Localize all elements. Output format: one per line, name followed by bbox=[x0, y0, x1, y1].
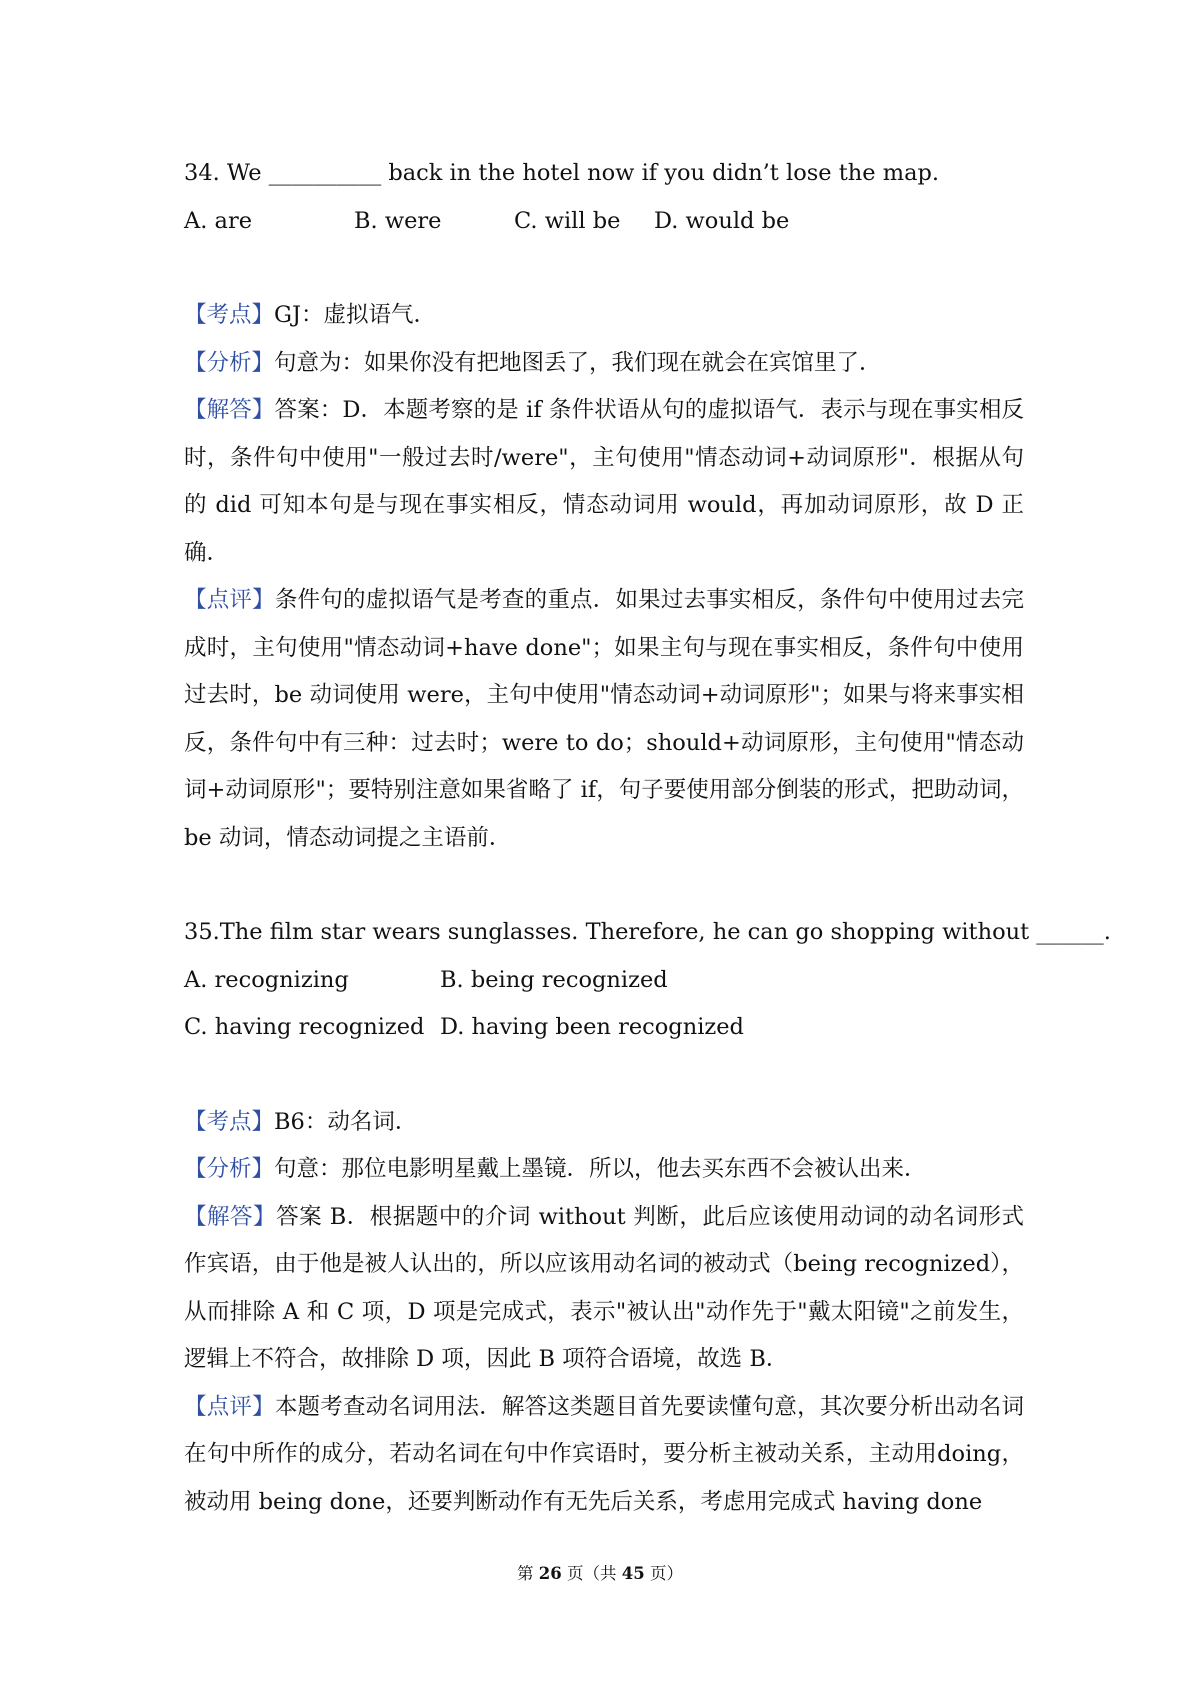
options-35-row1 bbox=[184, 957, 1024, 1005]
kaodian-text: B6：动名词． bbox=[274, 1108, 418, 1135]
options-34 bbox=[184, 198, 1024, 246]
dianping-text: 条件句的虚拟语气是考查的重点．如果过去事实相反，条件句中使用过去完成时，主句使用"情态动词+have done"；如果主句与现在事实相反，条件句中使用过去时，be 动词使用 were，主句中使用"情态动词+动词原形"；如果与将来事实相反，条件句中有三种：过去时；were to do；should+动词原形，主句使用"情态动词+动词原形"；要特别注意如果省略了 if，句子要使用部分倒装的形式，把助动词，be 动词，情态动词提之主语前． bbox=[184, 587, 1024, 851]
dianping-34 bbox=[184, 577, 1024, 862]
page-content bbox=[184, 150, 1111, 1526]
page-footer bbox=[0, 1560, 1200, 1584]
fenxi-text: 句意：那位电影明星戴上墨镜．所以，他去买东西不会被认出来． bbox=[274, 1156, 927, 1182]
fenxi-tag: 【分析】 bbox=[184, 1156, 275, 1182]
fenxi-tag: 【分析】 bbox=[184, 349, 275, 376]
option-c: C. having recognized bbox=[184, 1014, 425, 1040]
jieda-text: 答案 B．根据题中的介词 without 判断，此后应该使用动词的动名词形式作宾语，由于他是被人认出的，所以应该用动名词的被动式（being recognized），从而排除 A 和 C 项，D 项是完成式，表示"被认出"动作先于"戴太阳镜"之前发生，逻辑上不符合，故排除 D 项，因此 B 项符合语境，故选 B． bbox=[184, 1203, 1024, 1372]
dianping-tag: 【点评】 bbox=[184, 587, 275, 613]
kaodian-tag: 【考点】 bbox=[184, 302, 275, 328]
jieda-35 bbox=[184, 1194, 1024, 1384]
option-b: B. being recognized bbox=[440, 966, 668, 993]
option-a: A. recognizing bbox=[184, 966, 349, 993]
kaodian-text: GJ：虚拟语气． bbox=[274, 302, 437, 328]
question-34: 34. We __________ back in the hotel now if you didn’t lose the map. bbox=[184, 160, 940, 186]
kaodian-34 bbox=[184, 292, 1024, 340]
fenxi-text: 句意为：如果你没有把地图丢了，我们现在就会在宾馆里了． bbox=[274, 349, 882, 376]
option-a: A. are bbox=[184, 207, 253, 234]
option-b: B. were bbox=[354, 207, 442, 234]
jieda-text: 答案：D．本题考察的是 if 条件状语从句的虚拟语气．表示与现在事实相反时，条件句中使用"一般过去时/were"，主句使用"情态动词+动词原形"．根据从句的 did 可知本句是与现在事实相反，情态动词用 would，再加动词原形，故 D 正确． bbox=[184, 397, 1024, 566]
option-c: C. will be bbox=[514, 207, 621, 234]
question-35: 35.The film star wears sunglasses. Therefore, he can go shopping without ______. bbox=[184, 919, 1111, 945]
fenxi-35 bbox=[184, 1146, 1024, 1194]
jieda-34 bbox=[184, 387, 1024, 577]
fenxi-34 bbox=[184, 340, 1024, 388]
options-35-row2 bbox=[184, 1004, 1024, 1052]
footer-prefix: 第 bbox=[517, 1564, 539, 1583]
jieda-tag: 【解答】 bbox=[184, 1203, 277, 1230]
option-d: D. would be bbox=[654, 207, 790, 234]
dianping-35 bbox=[184, 1384, 1024, 1527]
kaodian-tag: 【考点】 bbox=[184, 1108, 275, 1135]
option-d: D. having been recognized bbox=[440, 1014, 744, 1040]
dianping-text: 本题考查动名词用法．解答这类题目首先要读懂句意，其次要分析出动名词在句中所作的成分，若动名词在句中作宾语时，要分析主被动关系，主动用doing，被动用 being done，还要判断动作有无先后关系，考虑用完成式 having done bbox=[184, 1393, 1024, 1515]
footer-page-number: 26 bbox=[538, 1564, 562, 1583]
jieda-tag: 【解答】 bbox=[184, 397, 275, 423]
footer-total-pages: 45 bbox=[621, 1564, 645, 1583]
footer-middle: 页（共 bbox=[561, 1564, 622, 1583]
footer-suffix: 页） bbox=[644, 1564, 683, 1583]
kaodian-35 bbox=[184, 1099, 1024, 1147]
dianping-tag: 【点评】 bbox=[184, 1393, 275, 1420]
